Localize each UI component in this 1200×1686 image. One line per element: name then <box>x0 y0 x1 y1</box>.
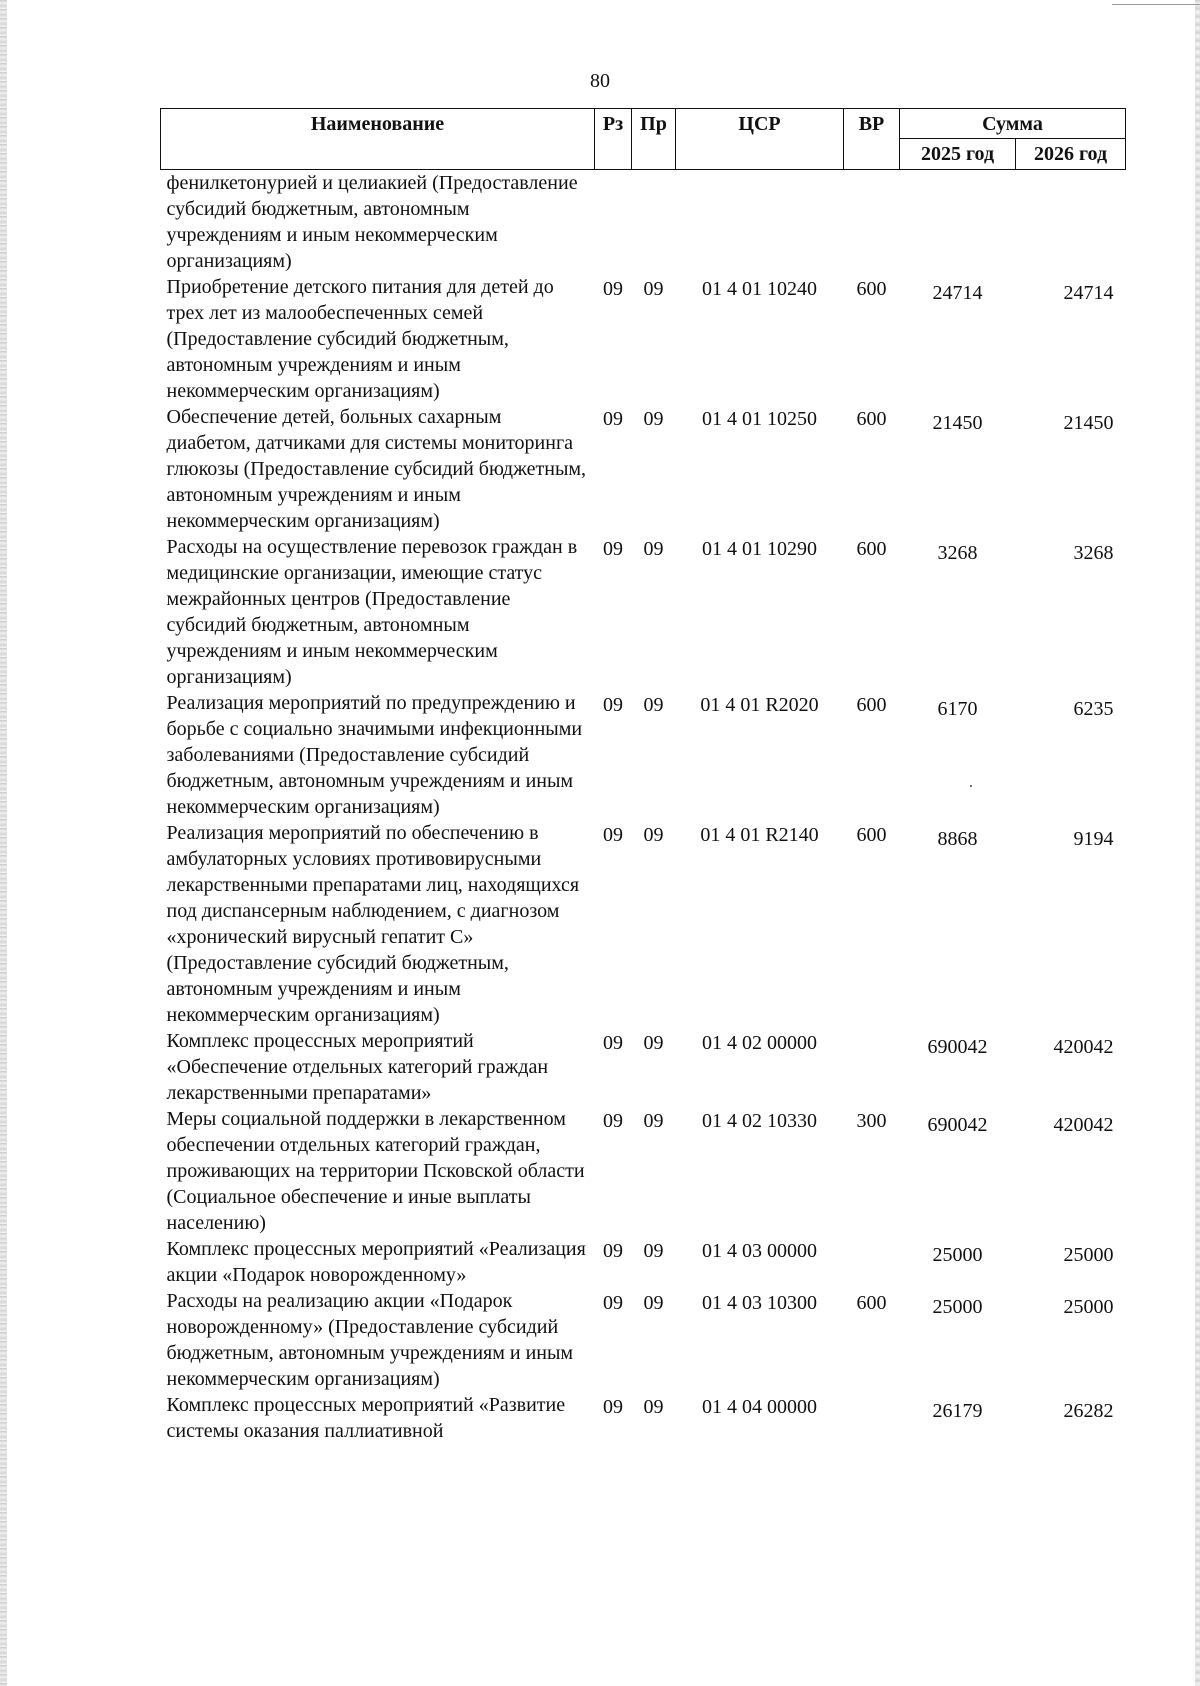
cell-pr: 09 <box>643 408 664 430</box>
cell-name: фенилкетонурией и целиакией (Предоставление субсидий бюджетным, автономным учреждениям и иным некоммерческим организациям) <box>166 172 578 272</box>
table-row <box>161 404 1126 534</box>
header-sum: Сумма <box>900 109 1126 139</box>
cell-rz: 09 <box>603 1396 623 1418</box>
table-row <box>161 1028 1126 1106</box>
cell-y2: 25000 <box>1063 1244 1114 1266</box>
cell-rz: 09 <box>603 538 623 560</box>
header-pr: Пр <box>632 109 676 170</box>
cell-y1: 3268 <box>937 542 978 564</box>
cell-pr: 09 <box>643 1396 664 1418</box>
cell-csr <box>676 170 844 275</box>
cell-vr: 600 <box>856 824 887 846</box>
cell-vr: 600 <box>856 538 887 560</box>
cell-csr: 01 4 01 10250 <box>702 408 817 430</box>
cell-vr <box>844 1392 900 1444</box>
table-row <box>161 170 1126 275</box>
cell-pr <box>632 170 676 275</box>
cell-y1: 690042 <box>927 1114 988 1136</box>
cell-y1: 26179 <box>932 1400 983 1422</box>
cell-vr: 600 <box>856 278 887 300</box>
cell-rz: 09 <box>603 1240 623 1262</box>
table-row <box>161 1236 1126 1288</box>
cell-rz: 09 <box>603 278 623 300</box>
scan-edge-left <box>0 0 7 1686</box>
cell-y1: 690042 <box>927 1036 988 1058</box>
cell-vr: 600 <box>856 1292 887 1314</box>
budget-table-wrapper <box>160 108 1126 1444</box>
cell-pr: 09 <box>643 1292 664 1314</box>
cell-y2: 6235 <box>1073 698 1114 720</box>
table-row <box>161 1288 1126 1392</box>
cell-pr: 09 <box>643 694 664 716</box>
table-body <box>161 170 1126 1445</box>
cell-name: Меры социальной поддержки в лекарственном обеспечении отдельных категорий граждан, проживающих на территории Псковской области (Социальное обеспечение и иные выплаты населению) <box>166 1108 585 1234</box>
cell-y1: 21450 <box>932 412 983 434</box>
cell-rz: 09 <box>603 1292 623 1314</box>
cell-name: Расходы на реализацию акции «Подарок новорожденному» (Предоставление субсидий бюджетным, автономным учреждениям и иным некоммерческим организациям) <box>166 1290 574 1390</box>
cell-y2: 420042 <box>1053 1114 1114 1136</box>
cell-csr: 01 4 01 R2140 <box>700 824 819 846</box>
table-row <box>161 1392 1126 1444</box>
cell-csr: 01 4 02 00000 <box>702 1032 817 1054</box>
cell-y2: 9194 <box>1073 828 1114 850</box>
cell-pr: 09 <box>643 1110 664 1132</box>
cell-vr: 600 <box>856 408 887 430</box>
cell-csr: 01 4 02 10330 <box>702 1110 817 1132</box>
cell-rz: 09 <box>603 1032 623 1054</box>
cell-csr: 01 4 01 10290 <box>702 538 817 560</box>
cell-name: Комплекс процессных мероприятий «Развитие системы оказания паллиативной <box>166 1394 566 1442</box>
header-vr: ВР <box>844 109 900 170</box>
cell-csr: 01 4 04 00000 <box>702 1396 817 1418</box>
cell-name: Обеспечение детей, больных сахарным диабетом, датчиками для системы мониторинга глюкозы (Предоставление субсидий бюджетным, автономным учреждениям и иным некоммерческим организациям) <box>166 406 587 532</box>
header-csr: ЦСР <box>676 109 844 170</box>
header-rz: Рз <box>595 109 632 170</box>
cell-pr: 09 <box>643 1032 664 1054</box>
cell-y2: 3268 <box>1073 542 1114 564</box>
scan-speck <box>970 785 972 787</box>
cell-csr: 01 4 01 10240 <box>702 278 817 300</box>
cell-vr <box>844 1236 900 1288</box>
cell-pr: 09 <box>643 278 664 300</box>
scan-edge-right <box>1195 0 1200 1686</box>
cell-y2: 24714 <box>1063 282 1114 304</box>
cell-y1: 25000 <box>932 1296 983 1318</box>
header-year-2025: 2025 год <box>900 139 1016 170</box>
table-row <box>161 1106 1126 1236</box>
cell-y2: 420042 <box>1053 1036 1114 1058</box>
cell-pr: 09 <box>643 1240 664 1262</box>
cell-y1: 8868 <box>937 828 978 850</box>
cell-csr: 01 4 03 00000 <box>702 1240 817 1262</box>
scan-corner-mark <box>1112 4 1200 5</box>
budget-table <box>160 108 1126 1444</box>
cell-rz: 09 <box>603 408 623 430</box>
cell-y1: 6170 <box>937 698 978 720</box>
cell-rz: 09 <box>603 694 623 716</box>
cell-name: Комплекс процессных мероприятий «Реализация акции «Подарок новорожденному» <box>166 1238 586 1286</box>
table-row <box>161 274 1126 404</box>
table-row <box>161 820 1126 1028</box>
cell-y2: 26282 <box>1063 1400 1114 1422</box>
table-header <box>161 109 1126 170</box>
cell-name: Реализация мероприятий по обеспечению в амбулаторных условиях противовирусными лекарственными препаратами лиц, находящихся под диспансерным наблюдением, с диагнозом «хронический вирусный гепатит С» (Предоставление субсидий бюджетным, автономным учреждениям и иным некоммерческим организациям) <box>166 822 580 1026</box>
cell-y1 <box>900 170 1016 275</box>
cell-name: Комплекс процессных мероприятий «Обеспечение отдельных категорий граждан лекарственными препаратами» <box>166 1030 549 1104</box>
cell-y1: 25000 <box>932 1244 983 1266</box>
cell-vr <box>844 170 900 275</box>
cell-name: Реализация мероприятий по предупреждению и борьбе с социально значимыми инфекционными заболеваниями (Предоставление субсидий бюджетным, автономным учреждениям и иным некоммерческим организациям) <box>166 692 583 818</box>
cell-csr: 01 4 03 10300 <box>702 1292 817 1314</box>
cell-y2: 25000 <box>1063 1296 1114 1318</box>
cell-vr: 600 <box>856 694 887 716</box>
cell-rz <box>595 170 632 275</box>
cell-pr: 09 <box>643 538 664 560</box>
table-row <box>161 534 1126 690</box>
header-name: Наименование <box>161 109 595 170</box>
cell-rz: 09 <box>603 1110 623 1132</box>
cell-rz: 09 <box>603 824 623 846</box>
cell-pr: 09 <box>643 824 664 846</box>
cell-y2: 21450 <box>1063 412 1114 434</box>
cell-name: Расходы на осуществление перевозок граждан в медицинские организации, имеющие статус межрайонных центров (Предоставление субсидий бюджетным, автономным учреждениям и иным некоммерческим организациям) <box>166 536 578 688</box>
page-number: 80 <box>590 70 610 92</box>
cell-name: Приобретение детского питания для детей до трех лет из малообеспеченных семей (Предоставление субсидий бюджетным, автономным учреждениям и иным некоммерческим организациям) <box>166 276 554 402</box>
cell-vr: 300 <box>856 1110 887 1132</box>
table-row <box>161 690 1126 820</box>
cell-vr <box>844 1028 900 1106</box>
cell-y2 <box>1016 170 1126 275</box>
cell-csr: 01 4 01 R2020 <box>700 694 819 716</box>
cell-y1: 24714 <box>932 282 983 304</box>
header-year-2026: 2026 год <box>1016 139 1126 170</box>
